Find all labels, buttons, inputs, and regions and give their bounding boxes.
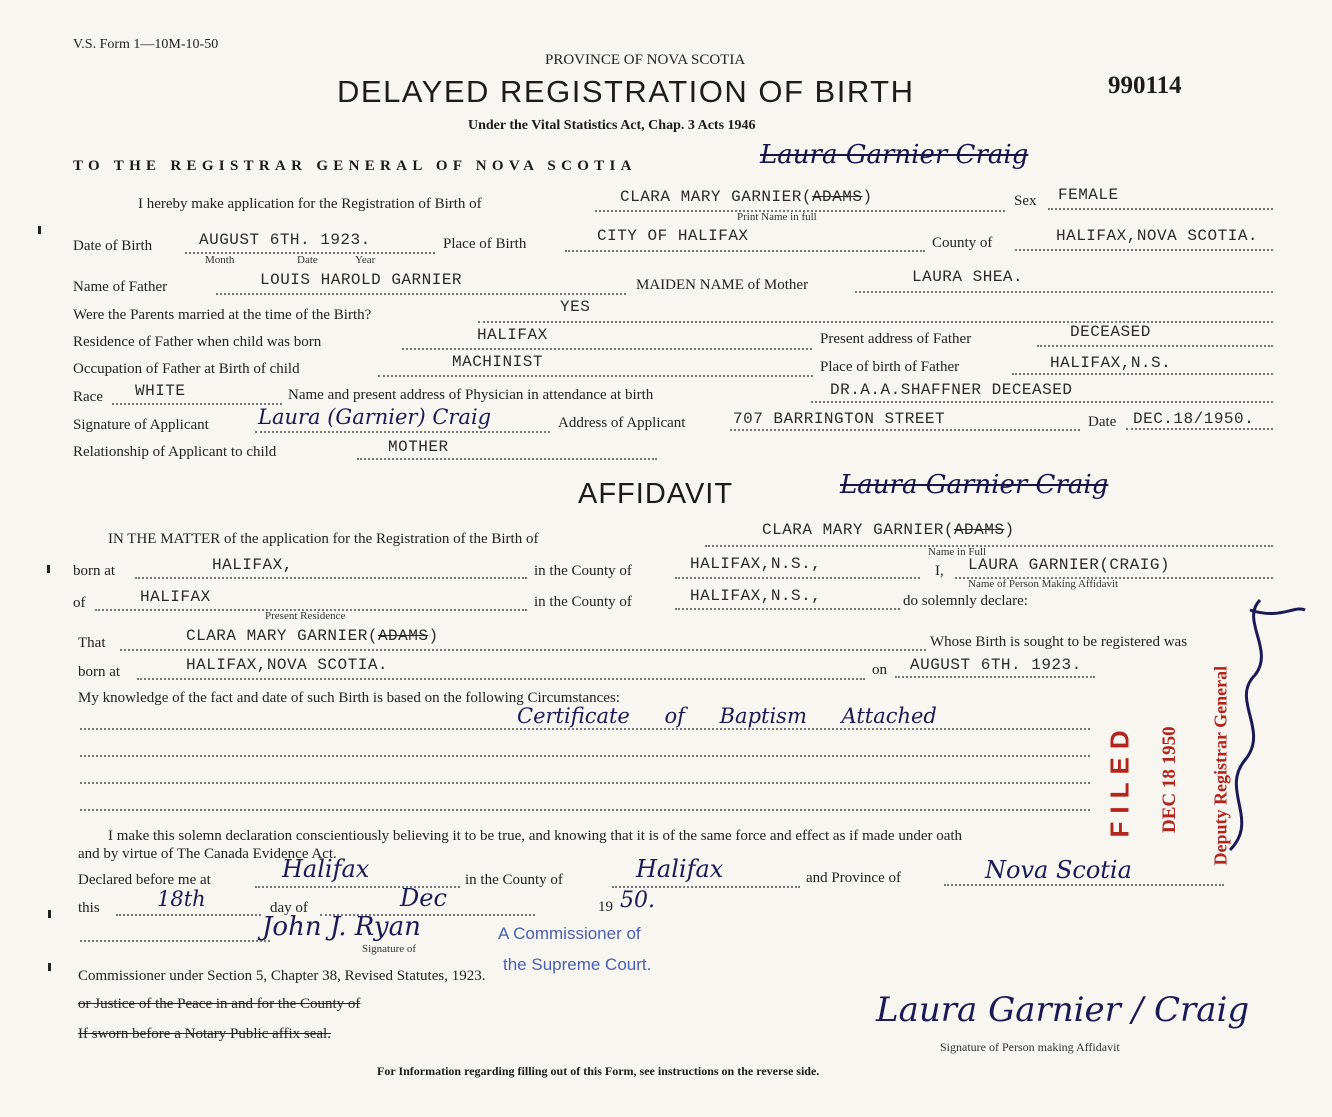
child-name: CLARA MARY GARNIER(ADAMS) (620, 188, 873, 206)
date-label: Date (1088, 414, 1117, 430)
addressee-line: TO THE REGISTRAR GENERAL OF NOVA SCOTIA (73, 158, 637, 174)
margin-mark (48, 963, 51, 971)
occupation-value: MACHINIST (452, 353, 543, 371)
margin-mark (47, 565, 50, 573)
present-residence-caption: Present Residence (265, 610, 346, 622)
on-date-value: AUGUST 6TH. 1923. (910, 656, 1082, 674)
born-at-label: born at (73, 563, 116, 579)
in-county-value: HALIFAX,N.S., (690, 555, 822, 573)
affiant-name: LAURA GARNIER(CRAIG) (968, 556, 1171, 574)
commissioner-signature: John J. Ryan (262, 912, 421, 942)
day-value: 18th (157, 887, 206, 911)
footer-note: For Information regarding filling out of this Form, see instructions on the reverse side. (377, 1064, 820, 1078)
commissioner-text: Commissioner under Section 5, Chapter 38, Revised Statutes, 1923. (78, 968, 486, 984)
physician-value: DR.A.A.SHAFFNER DECEASED (830, 381, 1073, 399)
margin-mark (38, 226, 41, 234)
page-subtitle: Under the Vital Statistics Act, Chap. 3 Acts 1946 (468, 118, 756, 133)
apply-label: I hereby make application for the Registration of Birth of (138, 196, 482, 212)
county2-label: in the County of (465, 872, 563, 888)
matter-name: CLARA MARY GARNIER(ADAMS) (762, 521, 1015, 539)
pob-father-value: HALIFAX,N.S. (1050, 354, 1172, 372)
applicant-signature: Laura (Garnier) Craig (258, 405, 492, 429)
present-addr-father-value: DECEASED (1070, 323, 1151, 341)
dob-value: AUGUST 6TH. 1923. (199, 231, 371, 249)
i-label: I, (935, 563, 944, 579)
mother-label: MAIDEN NAME of Mother (636, 277, 809, 293)
province-heading: PROVINCE OF NOVA SCOTIA (545, 52, 746, 68)
print-name-caption: Print Name in full (737, 211, 817, 223)
county-label: County of (932, 235, 993, 251)
declare-label: do solemnly declare: (903, 593, 1028, 609)
signature-of-caption: Signature of (362, 943, 417, 955)
sex-value: FEMALE (1058, 186, 1119, 204)
declaration-text-1: I make this solemn declaration conscientiously believing it to be true, and knowing that it is of the same force and effect as if made under oath (108, 828, 963, 844)
present-addr-father-label: Present address of Father (820, 331, 972, 347)
matter-label: IN THE MATTER of the application for the Registration of the Birth of (108, 531, 539, 547)
occupation-label: Occupation of Father at Birth of child (73, 361, 300, 377)
addr-applicant-value: 707 BARRINGTON STREET (733, 410, 946, 428)
pob-value: CITY OF HALIFAX (597, 227, 749, 245)
notary-text: If sworn before a Notary Public affix seal. (78, 1026, 331, 1042)
sex-label: Sex (1014, 193, 1037, 209)
relationship-value: MOTHER (388, 438, 449, 456)
registrar-signature-scrawl (1200, 580, 1320, 880)
year-prefix: 19 (598, 899, 613, 915)
that-name: CLARA MARY GARNIER(ADAMS) (186, 627, 439, 645)
that-label: That (78, 635, 106, 651)
race-label: Race (73, 389, 103, 405)
born-at-value: HALIFAX, (212, 556, 293, 574)
circumstances-value: Certificate of Baptism Attached (517, 704, 937, 728)
knowledge-label: My knowledge of the fact and date of such Birth is based on the following Circumstances: (78, 690, 620, 706)
res-father-label: Residence of Father when child was born (73, 334, 322, 350)
mother-value: LAURA SHEA. (912, 268, 1024, 286)
married-value: YES (560, 298, 591, 316)
of-value: HALIFAX (140, 588, 211, 606)
day-of-label: day of (270, 900, 308, 916)
dob-label: Date of Birth (73, 238, 153, 254)
filed-stamp-office: Deputy Registrar General (1210, 665, 1231, 866)
name-full-caption: Name in Full (928, 546, 987, 558)
father-label: Name of Father (73, 279, 168, 295)
relationship-label: Relationship of Applicant to child (73, 444, 277, 460)
year-suffix: 50. (620, 888, 655, 913)
month-caption: Month (205, 254, 235, 266)
commissioner-stamp-line-2: the Supreme Court. (503, 955, 652, 974)
pob-label: Place of Birth (443, 236, 527, 252)
in-county-value-2: HALIFAX,N.S., (690, 587, 822, 605)
affidavit-heading-signature: Laura Garnier Craig (840, 470, 1109, 500)
page-title: DELAYED REGISTRATION OF BIRTH (337, 74, 915, 109)
physician-label: Name and present address of Physician in attendance at birth (288, 387, 654, 403)
date-caption: Date (297, 254, 318, 266)
father-value: LOUIS HAROLD GARNIER (260, 271, 463, 289)
county2-value: Halifax (636, 855, 724, 883)
this-label: this (78, 900, 100, 916)
married-label: Were the Parents married at the time of the Birth? (73, 307, 372, 323)
margin-mark (48, 910, 51, 918)
filed-stamp-date: DEC 18 1950 (1159, 726, 1180, 833)
county-value: HALIFAX,NOVA SCOTIA. (1056, 227, 1259, 245)
on-label: on (872, 662, 887, 678)
in-county-label-2: in the County of (534, 594, 632, 610)
commissioner-stamp-line-1: A Commissioner of (498, 924, 641, 943)
province-value: Nova Scotia (985, 856, 1132, 884)
province-label: and Province of (806, 870, 901, 886)
form-number: V.S. Form 1—10M-10-50 (73, 37, 219, 52)
whose-birth-label: Whose Birth is sought to be registered was (930, 634, 1188, 650)
justice-text: or Justice of the Peace in and for the County of (78, 996, 361, 1012)
affiant-signature: Laura Garnier / Craig (876, 990, 1250, 1030)
of-label: of (73, 595, 86, 611)
in-county-label: in the County of (534, 563, 632, 579)
race-value: WHITE (135, 382, 186, 400)
born-at-label-2: born at (78, 664, 121, 680)
declared-label: Declared before me at (78, 872, 211, 888)
addr-applicant-label: Address of Applicant (558, 415, 686, 431)
sig-applicant-label: Signature of Applicant (73, 417, 209, 433)
affidavit-heading: AFFIDAVIT (578, 478, 734, 510)
res-father-value: HALIFAX (477, 326, 548, 344)
born-at-value-2: HALIFAX,NOVA SCOTIA. (186, 656, 389, 674)
year-caption: Year (355, 254, 376, 266)
declared-at-value: Halifax (282, 855, 370, 883)
filed-stamp: FILED (1104, 722, 1135, 838)
declaration-text-2: and by virtue of The Canada Evidence Act. (78, 846, 337, 862)
registration-number: 990114 (1108, 72, 1182, 99)
header-signature: Laura Garnier Craig (760, 140, 1029, 170)
pob-father-label: Place of birth of Father (820, 359, 960, 375)
affiant-signature-caption: Signature of Person making Affidavit (940, 1040, 1120, 1054)
affiant-caption: Name of Person Making Affidavit (968, 578, 1119, 590)
date-value: DEC.18/1950. (1133, 410, 1255, 428)
month-value: Dec (400, 884, 447, 912)
